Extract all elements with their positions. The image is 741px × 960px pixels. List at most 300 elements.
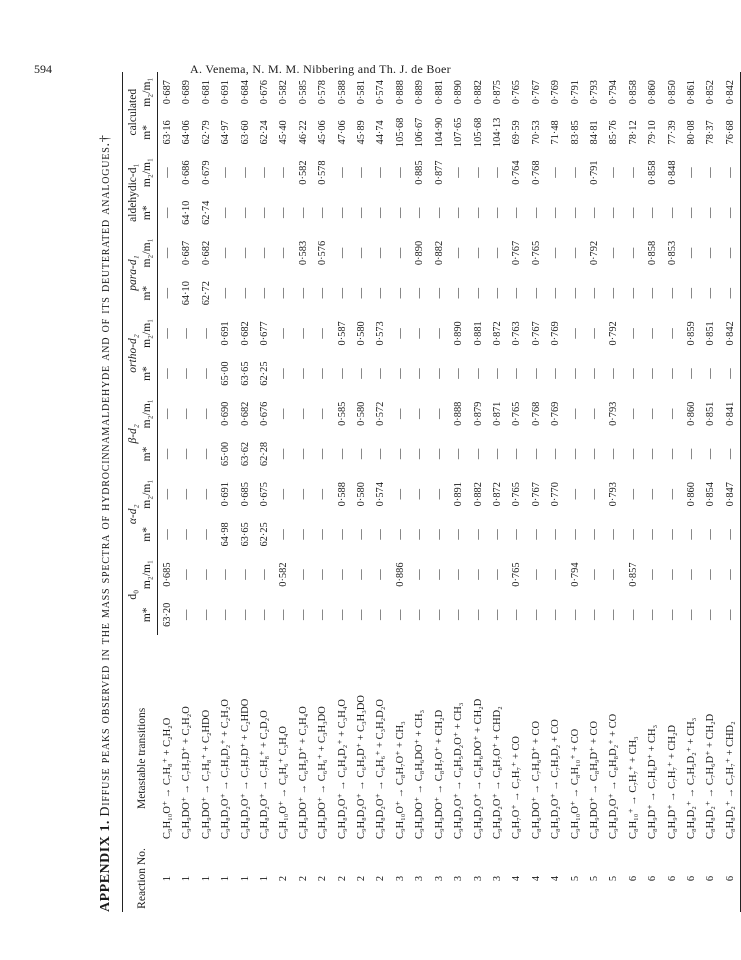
mstar-cell: — (685, 609, 697, 620)
ratio-cell: — (666, 408, 678, 419)
ratio-cell: — (356, 167, 368, 178)
table-row (701, 72, 720, 912)
mstar-cell: — (336, 529, 348, 540)
ratio-cell: 0·769 (550, 321, 562, 346)
mstar-cell: — (162, 448, 173, 460)
transition-cell: C₉H₈D₂O⁺ → C₈H₈D₂⁺ + CO (608, 713, 620, 839)
mstar-cell: — (317, 529, 329, 540)
ratio-cell: 0·888 (453, 401, 465, 426)
mstar-cell: — (259, 609, 271, 620)
ratio-cell: 0·765 (530, 240, 542, 266)
group-header-para-d1: para-d₁ (127, 255, 139, 291)
table-row (663, 72, 682, 912)
ratio-cell: 0·685 (239, 482, 251, 507)
mstar-cell: — (297, 529, 309, 540)
mstar-cell: — (297, 448, 309, 460)
ratio-cell: — (666, 488, 678, 500)
mstar-cell: — (724, 448, 736, 460)
mstar-cell: — (666, 368, 678, 379)
mstar-cell: — (491, 529, 503, 540)
ratio-cell: — (705, 247, 717, 259)
mstar-cell: — (433, 609, 445, 620)
ratio-cell: — (724, 569, 736, 580)
mstar-cell: — (375, 448, 387, 460)
mstar-cell: — (375, 368, 387, 379)
reaction-number-cell: 3 (414, 875, 426, 882)
ratio-cell: 0·792 (588, 240, 600, 266)
mstar-cell: — (181, 368, 193, 379)
mstar-cell: — (414, 368, 426, 379)
ratio-cell: 0·675 (259, 482, 271, 507)
transition-cell: C₉H₉DO⁺ → C₇H₈⁺ + C₂HDO (200, 709, 212, 839)
ratio-cell: 0·682 (239, 321, 251, 346)
reaction-number-cell: 4 (511, 875, 523, 882)
ratio-cell: — (569, 408, 581, 419)
reaction-number-cell: 6 (724, 875, 736, 882)
mstar-cell: — (724, 207, 736, 218)
mstar-cell: — (394, 207, 406, 218)
mstar-cell: 83·85 (569, 120, 581, 145)
ratio-cell: 0·882 (472, 80, 484, 105)
reaction-number-cell: 6 (666, 875, 678, 882)
ratio-cell: — (491, 167, 503, 178)
ratio-cell: 0·765 (511, 80, 523, 105)
ratio-cell: 0·769 (550, 80, 562, 105)
mstar-cell: — (375, 609, 387, 620)
group-header-ortho-d2: ortho-d₂ (127, 334, 139, 373)
ratio-cell: — (414, 569, 426, 580)
ratio-cell: 0·765 (511, 562, 523, 587)
reaction-number-cell: 6 (627, 875, 639, 882)
table-row (546, 72, 565, 912)
mstar-cell: — (162, 368, 173, 379)
table-row (449, 72, 468, 912)
ratio-cell: — (724, 247, 736, 259)
ratio-cell: — (724, 167, 736, 178)
ratio-cell: — (317, 408, 329, 419)
mstar-cell: — (472, 287, 484, 299)
ratio-cell: — (608, 247, 620, 259)
mstar-cell: — (588, 529, 600, 540)
subheader-mstar: m* (140, 273, 158, 313)
ratio-cell: 0·842 (724, 80, 736, 105)
ratio-cell: — (414, 328, 426, 339)
table-row (507, 72, 526, 912)
mstar-cell: 70·53 (530, 120, 542, 145)
table-row (585, 72, 604, 912)
subheader-ratio: m₂/m₁ (140, 72, 158, 112)
mstar-cell: — (511, 287, 523, 299)
ratio-cell: 0·861 (685, 80, 697, 105)
ratio-cell: — (550, 247, 562, 259)
ratio-cell: 0·576 (317, 240, 329, 266)
ratio-cell: 0·574 (375, 482, 387, 507)
mstar-cell: — (608, 207, 620, 218)
group-header-beta-d2: β-d₂ (127, 424, 139, 444)
reaction-number-cell: 4 (550, 875, 562, 882)
mstar-cell: — (453, 609, 465, 620)
mstar-cell: — (433, 287, 445, 299)
mstar-cell: — (724, 368, 736, 379)
mstar-cell: — (511, 529, 523, 540)
mstar-cell: — (356, 207, 368, 218)
ratio-cell: — (569, 167, 581, 178)
mstar-cell: — (550, 448, 562, 460)
subheader-mstar: m* (140, 434, 158, 474)
mstar-cell: — (724, 609, 736, 620)
reaction-number-cell: 1 (161, 875, 173, 882)
mstar-cell: — (453, 448, 465, 460)
table-row (158, 72, 178, 912)
mstar-cell: 47·06 (336, 120, 348, 145)
ratio-cell: 0·767 (530, 80, 542, 105)
ratio-cell: — (162, 247, 173, 259)
mstar-cell: — (278, 368, 290, 379)
ratio-cell: 0·585 (297, 80, 309, 105)
transition-cell: C₉H₈D₂O⁺ → C₈H₆DO⁺ + CH₂D (472, 698, 484, 839)
ratio-cell: 0·588 (336, 80, 348, 105)
group-header-alpha-d2: α-d₂ (127, 504, 139, 525)
mstar-cell: — (356, 529, 368, 540)
ratio-cell: 0·676 (259, 401, 271, 426)
table-row (236, 72, 255, 912)
mstar-cell: — (181, 529, 193, 540)
ratio-cell: 0·691 (220, 80, 232, 105)
ratio-cell: — (394, 167, 406, 178)
ratio-cell: — (627, 167, 639, 178)
ratio-cell: 0·793 (608, 482, 620, 507)
ratio-cell: — (220, 569, 232, 580)
ratio-cell: 0·851 (705, 321, 717, 346)
ratio-cell: — (491, 569, 503, 580)
mstar-cell: — (375, 207, 387, 218)
ratio-cell: — (433, 569, 445, 580)
ratio-cell: — (181, 408, 193, 419)
table-row (294, 72, 313, 912)
reaction-number-cell: 5 (588, 875, 600, 882)
mstar-cell: — (220, 207, 232, 218)
mstar-cell: — (472, 368, 484, 379)
ratio-cell: 0·682 (239, 401, 251, 426)
ratio-cell: 0·574 (375, 80, 387, 105)
table-body (158, 72, 741, 912)
mstar-cell: — (685, 368, 697, 379)
ratio-cell: — (239, 569, 251, 580)
ratio-cell: 0·848 (666, 160, 678, 185)
ratio-cell: 0·879 (472, 401, 484, 426)
mstar-cell: — (317, 448, 329, 460)
ratio-cell: — (666, 328, 678, 339)
ratio-cell: — (259, 167, 271, 178)
ratio-cell: 0·573 (375, 321, 387, 346)
mstar-cell: — (414, 609, 426, 620)
subheader-ratio: m₂/m₁ (140, 474, 158, 514)
mstar-cell: — (530, 609, 542, 620)
reaction-number-cell: 1 (239, 875, 251, 882)
ratio-cell: — (569, 488, 581, 500)
caption-lead: APPENDIX 1. (98, 820, 113, 912)
mstar-cell: — (666, 448, 678, 460)
mstar-cell: 45·40 (278, 120, 290, 145)
rotated-table-region (92, 72, 736, 912)
mstar-cell: — (336, 287, 348, 299)
mstar-cell: — (627, 529, 639, 540)
ratio-cell: — (472, 569, 484, 580)
ratio-cell: 0·686 (181, 160, 193, 185)
ratio-cell: — (705, 569, 717, 580)
mstar-cell: — (239, 287, 251, 299)
ratio-cell: — (569, 247, 581, 259)
ratio-cell: — (414, 408, 426, 419)
ratio-cell: — (685, 569, 697, 580)
ratio-cell: — (394, 488, 406, 500)
reaction-number-cell: 1 (220, 875, 232, 882)
ratio-cell: — (336, 569, 348, 580)
mstar-cell: 77·39 (666, 120, 678, 145)
mstar-cell: 106·67 (414, 117, 426, 148)
ratio-cell: 0·578 (317, 80, 329, 105)
mstar-cell: — (297, 287, 309, 299)
ratio-cell: 0·685 (162, 562, 173, 587)
ratio-cell: 0·882 (472, 482, 484, 507)
table-caption (98, 72, 114, 912)
ratio-cell: — (317, 488, 329, 500)
ratio-cell: 0·791 (569, 80, 581, 105)
mstar-cell: — (239, 207, 251, 218)
ratio-cell: — (588, 408, 600, 419)
reaction-number-cell: 3 (394, 875, 406, 882)
mstar-cell: — (433, 529, 445, 540)
ratio-cell: 0·854 (705, 482, 717, 507)
ratio-cell: — (394, 408, 406, 419)
mstar-cell: — (666, 609, 678, 620)
mstar-cell: — (472, 609, 484, 620)
mstar-cell: — (627, 609, 639, 620)
ratio-cell: 0·681 (200, 80, 212, 105)
mstar-cell: — (453, 207, 465, 218)
group-header-aldehydic-d1: aldehydic-d₁ (127, 163, 139, 222)
ratio-cell: 0·885 (414, 160, 426, 185)
mstar-cell: — (336, 207, 348, 218)
ratio-cell: 0·877 (433, 160, 445, 185)
table-row (197, 72, 216, 912)
ratio-cell: — (647, 569, 659, 580)
subheader-mstar: m* (140, 353, 158, 393)
ratio-cell: 0·587 (336, 321, 348, 346)
mstar-cell: — (588, 448, 600, 460)
ratio-cell: 0·847 (724, 482, 736, 507)
mstar-cell: — (627, 207, 639, 218)
mstar-cell: 63·16 (162, 120, 173, 145)
mstar-cell: 76·68 (724, 120, 736, 145)
mstar-cell: — (433, 448, 445, 460)
mstar-cell: — (394, 368, 406, 379)
mstar-cell: — (705, 609, 717, 620)
mstar-cell: 104·90 (433, 117, 445, 148)
ratio-cell: — (297, 488, 309, 500)
ratio-cell: — (297, 408, 309, 419)
ratio-cell: — (162, 167, 173, 178)
reaction-number-cell: 1 (181, 875, 193, 882)
mstar-cell: 46·22 (297, 120, 309, 145)
subheader-mstar: m* (140, 514, 158, 554)
transition-cell: C₉H₈D₂O⁺ → C₆H₄D₂⁺ + C₃H₄O (336, 699, 348, 839)
mstar-cell: — (511, 207, 523, 218)
ratio-cell: — (685, 247, 697, 259)
table-row (721, 72, 741, 912)
ratio-cell: 0·842 (724, 321, 736, 346)
mstar-cell: 65·00 (220, 361, 232, 386)
mstar-cell: — (647, 368, 659, 379)
ratio-cell: 0·890 (453, 321, 465, 346)
reaction-number-cell: 5 (608, 875, 620, 882)
ratio-cell: 0·767 (511, 240, 523, 266)
mstar-cell: — (336, 448, 348, 460)
ratio-cell: 0·850 (666, 80, 678, 105)
ratio-cell: — (181, 488, 193, 500)
ratio-cell: — (608, 167, 620, 178)
ratio-cell: — (588, 488, 600, 500)
table-row (430, 72, 449, 912)
ratio-cell: — (453, 167, 465, 178)
transition-cell: C₈H₈D₂⁺ → C₇H₇⁺ + CHD₂ (724, 721, 736, 839)
table-row (410, 72, 429, 912)
ratio-cell: — (162, 488, 173, 500)
mstar-cell: — (569, 368, 581, 379)
reaction-number-cell: 2 (297, 875, 309, 882)
ratio-cell: 0·581 (356, 80, 368, 105)
mstar-cell: — (453, 287, 465, 299)
mstar-cell: — (627, 368, 639, 379)
mstar-cell: — (259, 287, 271, 299)
mstar-cell: — (356, 448, 368, 460)
transition-cell: C₈H₉D⁺ → C₇H₇⁺ + CH₂D (666, 724, 678, 839)
ratio-cell: — (550, 569, 562, 580)
transition-cell: C₈H₁₀⁺ → C₇H₇⁺ + CH₃ (627, 736, 639, 839)
ratio-cell: 0·689 (181, 80, 193, 105)
mstar-cell: — (181, 609, 193, 620)
subheader-mstar: m* (140, 112, 158, 152)
mstar-cell: — (511, 609, 523, 620)
ratio-cell: — (472, 247, 484, 259)
ratio-cell: 0·679 (200, 160, 212, 185)
mstar-cell: — (685, 287, 697, 299)
mstar-cell: — (491, 287, 503, 299)
mstar-cell: 62·25 (259, 522, 271, 547)
mstar-cell: — (259, 207, 271, 218)
reaction-number-cell: 6 (647, 875, 659, 882)
mstar-cell: — (705, 207, 717, 218)
ratio-cell: 0·871 (491, 401, 503, 426)
mstar-cell: — (705, 287, 717, 299)
table-row (391, 72, 410, 912)
mstar-cell: — (200, 609, 212, 620)
ratio-cell: — (336, 167, 348, 178)
ratio-cell: — (375, 569, 387, 580)
mstar-cell: — (394, 609, 406, 620)
subheader-mstar: m* (140, 595, 158, 635)
mstar-cell: — (530, 529, 542, 540)
ratio-cell: — (453, 247, 465, 259)
mstar-cell: — (181, 448, 193, 460)
caption-text: Diffuse peaks observed in the mass spectra of hydrocinnamaldehyde and of its deuterated analogues.† (98, 134, 113, 817)
mstar-cell: 63·60 (239, 120, 251, 145)
ratio-cell: — (530, 569, 542, 580)
ratio-cell: 0·572 (375, 401, 387, 426)
mstar-cell: — (491, 368, 503, 379)
transition-cell: C₉H₁₀O⁺ → C₈H₇O⁺ + CH₃ (394, 721, 406, 839)
ratio-cell: — (627, 488, 639, 500)
mstar-cell: — (297, 207, 309, 218)
mstar-cell: — (491, 448, 503, 460)
reaction-number-cell: 1 (200, 875, 212, 882)
mstar-cell: — (608, 368, 620, 379)
reaction-number-cell: 6 (685, 875, 697, 882)
mstar-cell: — (666, 529, 678, 540)
ratio-cell: — (317, 328, 329, 339)
table-row (488, 72, 507, 912)
mstar-cell: — (414, 207, 426, 218)
mstar-cell: — (375, 287, 387, 299)
mstar-cell: — (414, 448, 426, 460)
ratio-cell: 0·582 (297, 160, 309, 185)
mstar-cell: — (414, 287, 426, 299)
ratio-cell: 0·857 (627, 562, 639, 587)
mstar-cell: — (569, 529, 581, 540)
mstar-cell: — (511, 448, 523, 460)
mstar-cell: — (433, 207, 445, 218)
mstar-cell: — (608, 529, 620, 540)
ratio-cell: 0·767 (530, 321, 542, 346)
ratio-cell: — (297, 569, 309, 580)
ratio-cell: — (278, 408, 290, 419)
mstar-cell: — (705, 448, 717, 460)
table-row (313, 72, 332, 912)
mstar-cell: — (491, 609, 503, 620)
mstar-cell: — (588, 207, 600, 218)
reaction-number-cell: 1 (259, 875, 271, 882)
mstar-cell: — (356, 287, 368, 299)
transition-cell: C₉H₈D₂O⁺ → C₆H₆⁺ + C₃H₂D₂O (375, 699, 387, 839)
mstar-cell: — (278, 287, 290, 299)
ratio-cell: — (472, 167, 484, 178)
mstar-cell: 69·59 (511, 120, 523, 145)
mstar-cell: — (317, 368, 329, 379)
table-row (177, 72, 196, 912)
mstar-cell: — (394, 287, 406, 299)
mstar-cell: — (356, 609, 368, 620)
ratio-cell: 0·860 (647, 80, 659, 105)
mstar-cell: — (278, 529, 290, 540)
ratio-cell: — (259, 247, 271, 259)
ratio-cell: — (627, 247, 639, 259)
ratio-cell: — (647, 408, 659, 419)
reaction-number-cell: 2 (278, 875, 290, 882)
mstar-cell: — (336, 368, 348, 379)
mstar-cell: — (278, 448, 290, 460)
mstar-cell: — (472, 448, 484, 460)
mstar-cell: 64·10 (181, 200, 193, 225)
ratio-cell: 0·676 (259, 80, 271, 105)
ratio-cell: — (181, 569, 193, 580)
group-header-calculated: calculated (127, 88, 139, 136)
ratio-cell: 0·768 (530, 401, 542, 426)
mstar-cell: — (162, 207, 173, 218)
reaction-number-cell: 2 (375, 875, 387, 882)
ratio-cell: 0·764 (511, 160, 523, 185)
ratio-cell: 0·765 (511, 482, 523, 507)
ratio-cell: 0·794 (569, 562, 581, 587)
